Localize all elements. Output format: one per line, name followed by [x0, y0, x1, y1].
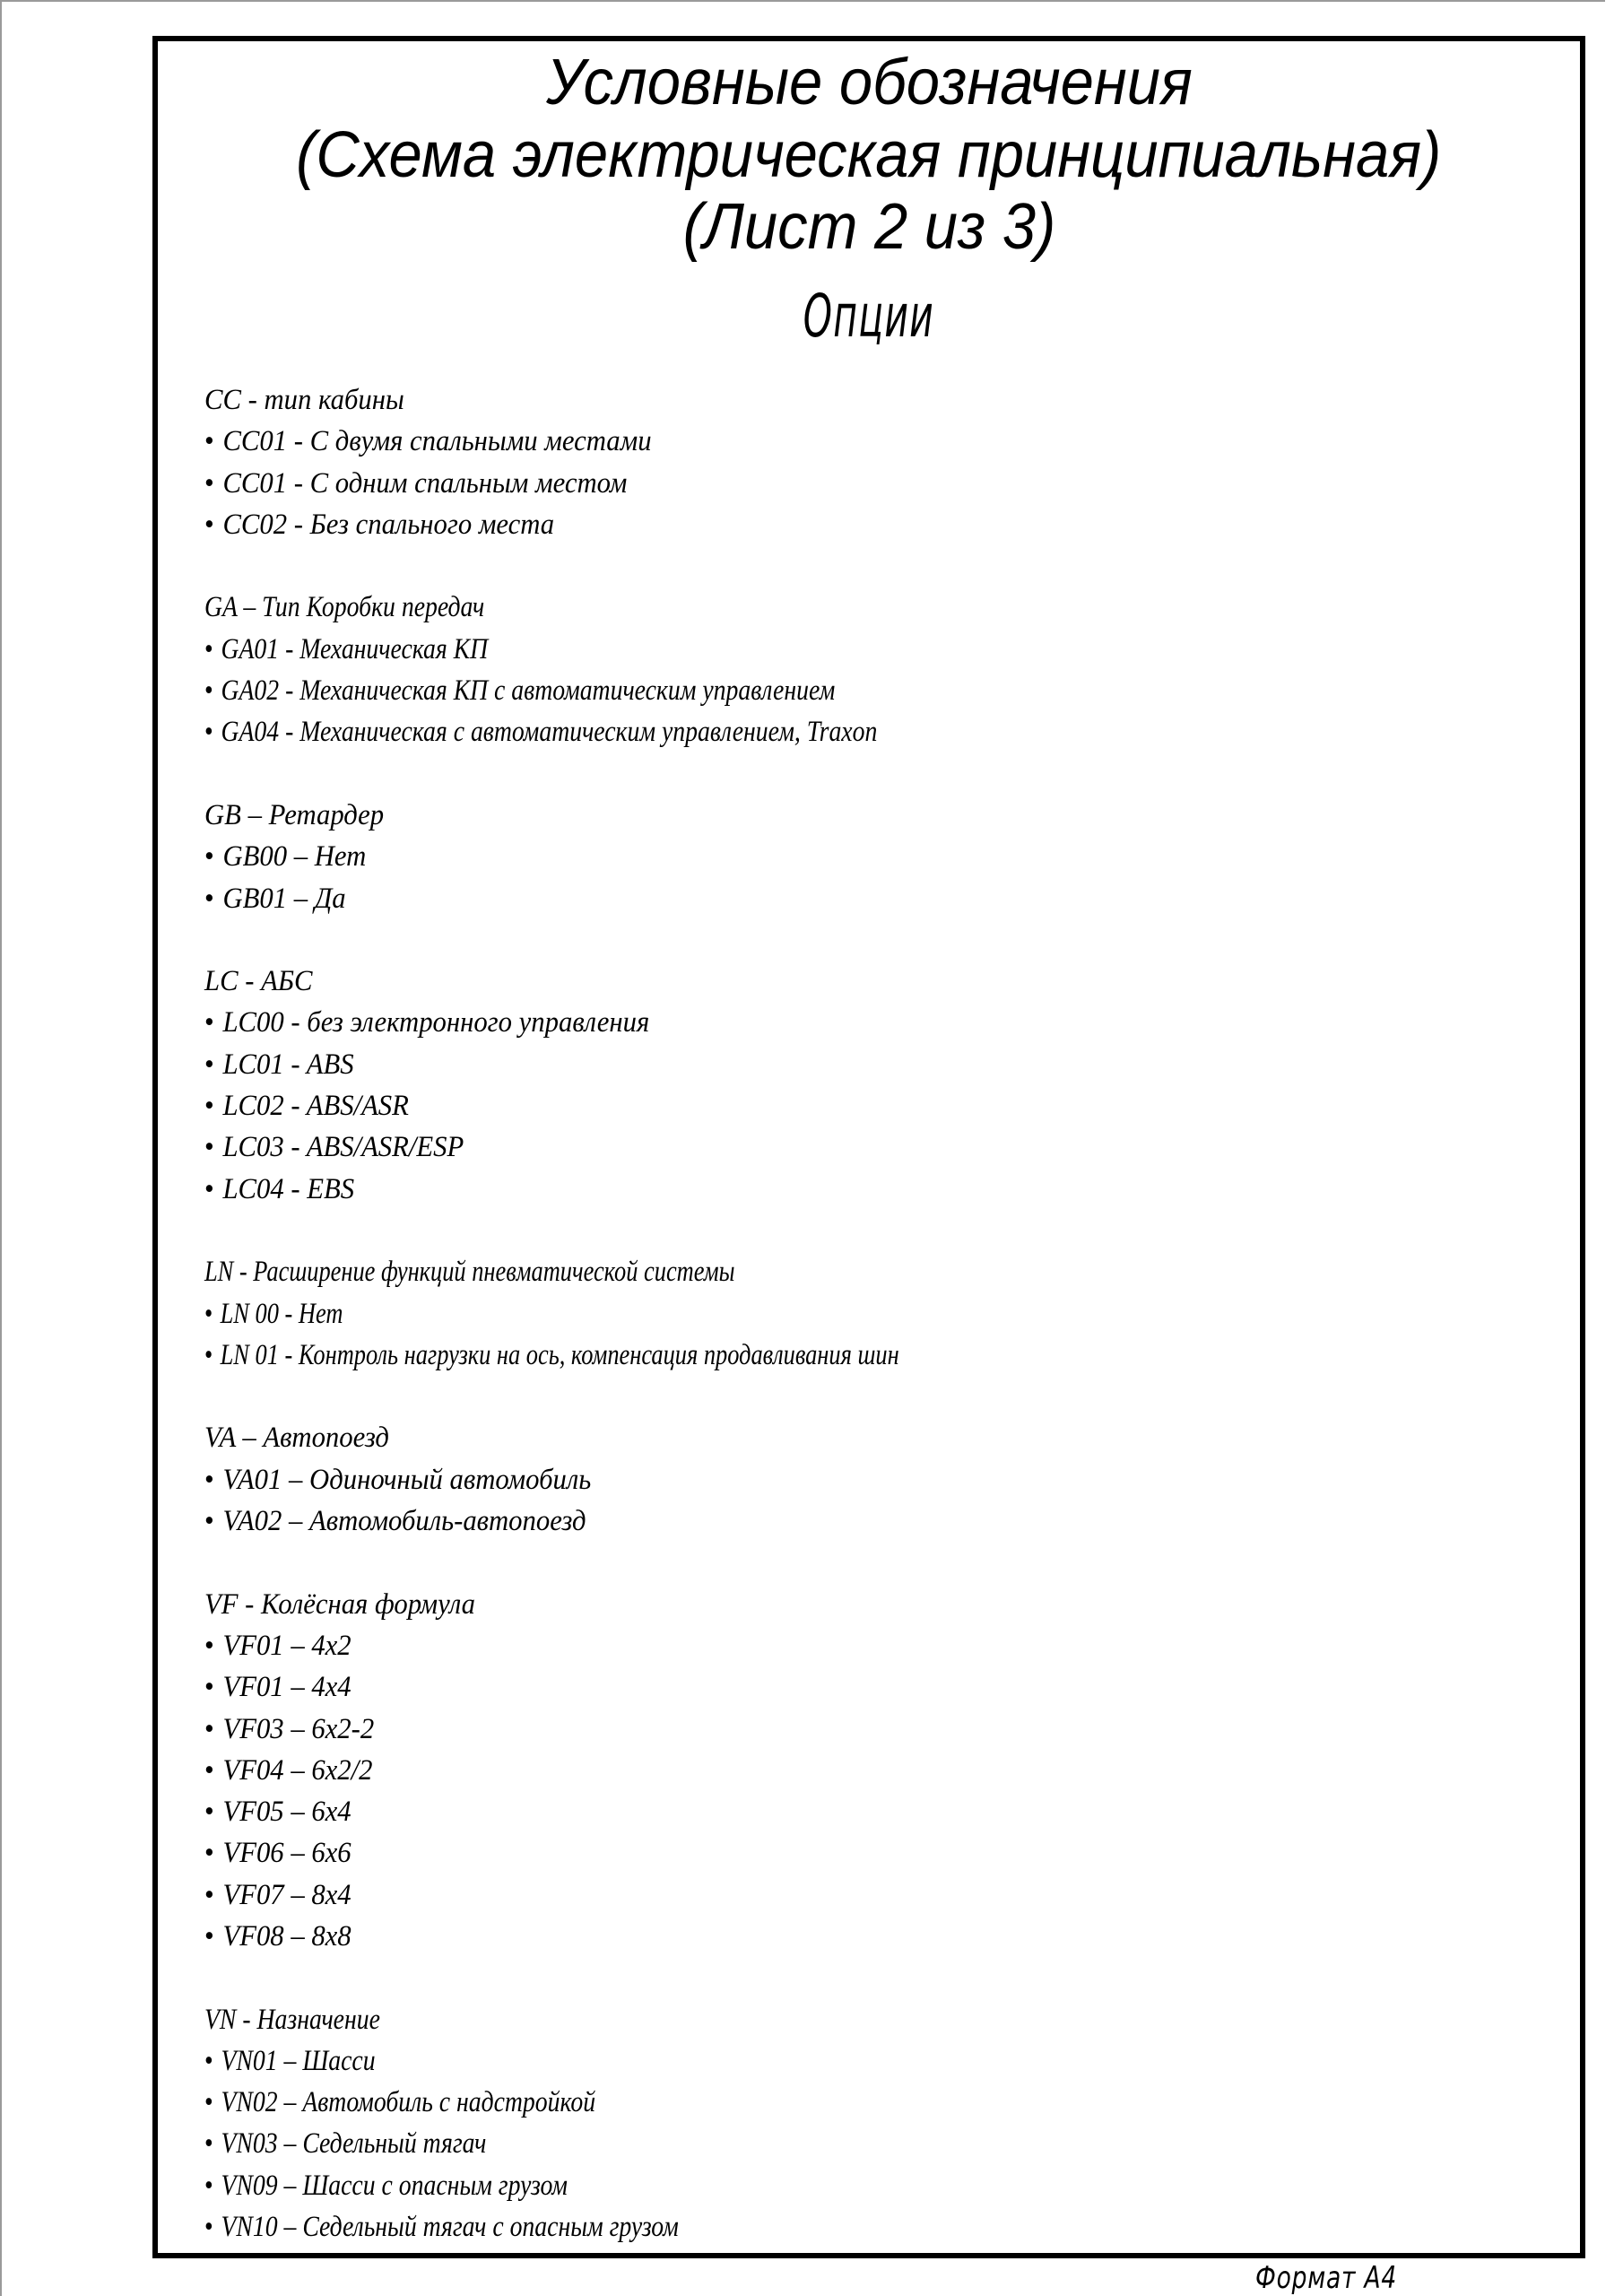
section-heading-vn	[204, 1999, 1549, 2040]
list-item	[204, 1169, 1549, 1210]
item-text: VF04 – 6x2/2	[222, 1753, 373, 1787]
list-item	[204, 1002, 1549, 1043]
bullet-icon: •	[204, 1919, 214, 1952]
bullet-icon: •	[204, 632, 213, 665]
list-item	[204, 1791, 1549, 1832]
list-item	[204, 1500, 1549, 1542]
page-edge-top	[0, 0, 1605, 2]
bullet-icon: •	[204, 1837, 214, 1870]
format-label	[1255, 2260, 1437, 2296]
item-text: VF05 – 6x4	[222, 1796, 352, 1829]
bullet-icon: •	[204, 2127, 213, 2161]
heading-text: GB – Ретардер	[204, 798, 385, 831]
item-text: VN03 – Седельный тягач	[221, 2127, 487, 2161]
list-item	[204, 1625, 1549, 1666]
section-heading-ln	[204, 1251, 1549, 1292]
bullet-icon: •	[204, 425, 214, 458]
item-text: CC01 - С двумя спальными местами	[222, 425, 652, 458]
item-text: GA02 - Механическая КП с автоматическим управлением	[221, 674, 836, 708]
list-item	[204, 1874, 1549, 1916]
list-item	[204, 1044, 1549, 1085]
list-item	[204, 711, 1549, 752]
heading-text: VN - Назначение	[204, 2003, 380, 2036]
title-line-2	[0, 119, 1623, 191]
list-item	[204, 878, 1549, 919]
bullet-icon: •	[204, 674, 213, 708]
bullet-icon: •	[204, 1048, 214, 1081]
item-text: LC03 - ABS/ASR/ESP	[222, 1131, 464, 1164]
bullet-icon: •	[204, 1172, 214, 1205]
item-text: VN09 – Шасси с опасным грузом	[221, 2169, 568, 2202]
bullet-icon: •	[204, 2169, 213, 2202]
item-text: VF08 – 8x8	[222, 1919, 352, 1952]
list-item	[204, 836, 1549, 877]
item-text: CC01 - С одним спальным местом	[222, 466, 628, 500]
list-item	[204, 2040, 1549, 2082]
item-text: GB00 – Нет	[222, 840, 367, 874]
list-item	[204, 2206, 1549, 2248]
bullet-icon: •	[204, 1006, 214, 1039]
list-item	[204, 1335, 1549, 1376]
item-text: LN 00 - Нет	[220, 1297, 343, 1330]
item-text: LC02 - ABS/ASR	[222, 1090, 409, 1123]
heading-text: VA – Автопоезд	[204, 1422, 389, 1455]
list-item	[204, 463, 1549, 504]
title-line-1-text: Условные обозначения	[545, 47, 1193, 118]
bullet-icon: •	[204, 1090, 214, 1123]
bullet-icon: •	[204, 1796, 214, 1829]
item-text: LN 01 - Контроль нагрузки на ось, компенсация продавливания шин	[220, 1338, 899, 1371]
bullet-icon: •	[204, 1753, 214, 1787]
item-text: VF06 – 6x6	[222, 1837, 352, 1870]
list-item	[204, 1085, 1549, 1126]
list-item	[204, 504, 1549, 545]
bullet-icon: •	[204, 2086, 213, 2119]
item-text: GA04 - Механическая с автоматическим управлением, Traxon	[221, 716, 878, 749]
bullet-icon: •	[204, 1297, 213, 1330]
heading-text: GA – Тип Коробки передач	[204, 591, 485, 624]
list-item	[204, 2165, 1549, 2206]
list-item	[204, 1750, 1549, 1791]
list-item	[204, 1293, 1549, 1335]
options-list	[204, 379, 1549, 2248]
item-text: VN10 – Седельный тягач с опасным грузом	[221, 2211, 679, 2244]
title-line-3	[0, 191, 1623, 263]
heading-text: CC - тип кабины	[204, 384, 404, 416]
section-heading-vf	[204, 1584, 1549, 1625]
item-text: LC00 - без электронного управления	[222, 1006, 650, 1039]
bullet-icon: •	[204, 882, 214, 915]
bullet-icon: •	[204, 716, 213, 749]
bullet-icon: •	[204, 466, 214, 500]
section-heading-lc	[204, 961, 1549, 1002]
item-text: VF03 – 6x2-2	[222, 1712, 375, 1745]
list-item	[204, 421, 1549, 462]
bullet-icon: •	[204, 2044, 213, 2077]
list-item	[204, 1126, 1549, 1168]
bullet-icon: •	[204, 1712, 214, 1745]
heading-text: VF - Колёсная формула	[204, 1587, 476, 1621]
title-line-3-text: (Лист 2 из 3)	[682, 191, 1055, 263]
title-line-1	[0, 47, 1623, 118]
bullet-icon: •	[204, 1463, 214, 1496]
list-item	[204, 1832, 1549, 1874]
bullet-icon: •	[204, 2211, 213, 2244]
heading-text: LN - Расширение функций пневматической системы	[204, 1256, 735, 1289]
list-item	[204, 1709, 1549, 1750]
bullet-icon: •	[204, 840, 214, 874]
item-text: VN02 – Автомобиль с надстройкой	[221, 2086, 596, 2119]
item-text: LC04 - EBS	[222, 1172, 355, 1205]
list-item	[204, 1459, 1549, 1500]
bullet-icon: •	[204, 508, 214, 541]
list-item	[204, 1666, 1549, 1708]
item-text: LC01 - ABS	[222, 1048, 354, 1081]
item-text: VF07 – 8x4	[222, 1878, 352, 1911]
list-item	[204, 1916, 1549, 1957]
heading-text: LC - АБС	[204, 965, 313, 998]
title-line-2-text: (Схема электрическая принципиальная)	[296, 119, 1442, 191]
section-heading-cc	[204, 379, 1549, 421]
item-text: VA01 – Одиночный автомобиль	[222, 1463, 592, 1496]
item-text: VF01 – 4x4	[222, 1671, 352, 1704]
bullet-icon: •	[204, 1878, 214, 1911]
bullet-icon: •	[204, 1131, 214, 1164]
list-item	[204, 2082, 1549, 2123]
list-item	[204, 2123, 1549, 2164]
list-item	[204, 629, 1549, 670]
section-heading-gb	[204, 795, 1549, 836]
item-text: VF01 – 4x2	[222, 1629, 352, 1662]
section-subtitle-text: Опции	[803, 282, 935, 351]
item-text: VA02 – Автомобиль-автопоезд	[222, 1505, 586, 1538]
item-text: GA01 - Механическая КП	[221, 632, 489, 665]
bullet-icon: •	[204, 1505, 214, 1538]
item-text: VN01 – Шасси	[221, 2044, 376, 2077]
bullet-icon: •	[204, 1629, 214, 1662]
list-item	[204, 670, 1549, 711]
item-text: CC02 - Без спального места	[222, 508, 555, 541]
section-heading-ga	[204, 587, 1549, 628]
section-heading-va	[204, 1417, 1549, 1458]
bullet-icon: •	[204, 1671, 214, 1704]
format-label-text: Формат А4	[1255, 2260, 1398, 2296]
section-subtitle	[0, 282, 1623, 351]
item-text: GB01 – Да	[222, 882, 346, 915]
bullet-icon: •	[204, 1338, 213, 1371]
